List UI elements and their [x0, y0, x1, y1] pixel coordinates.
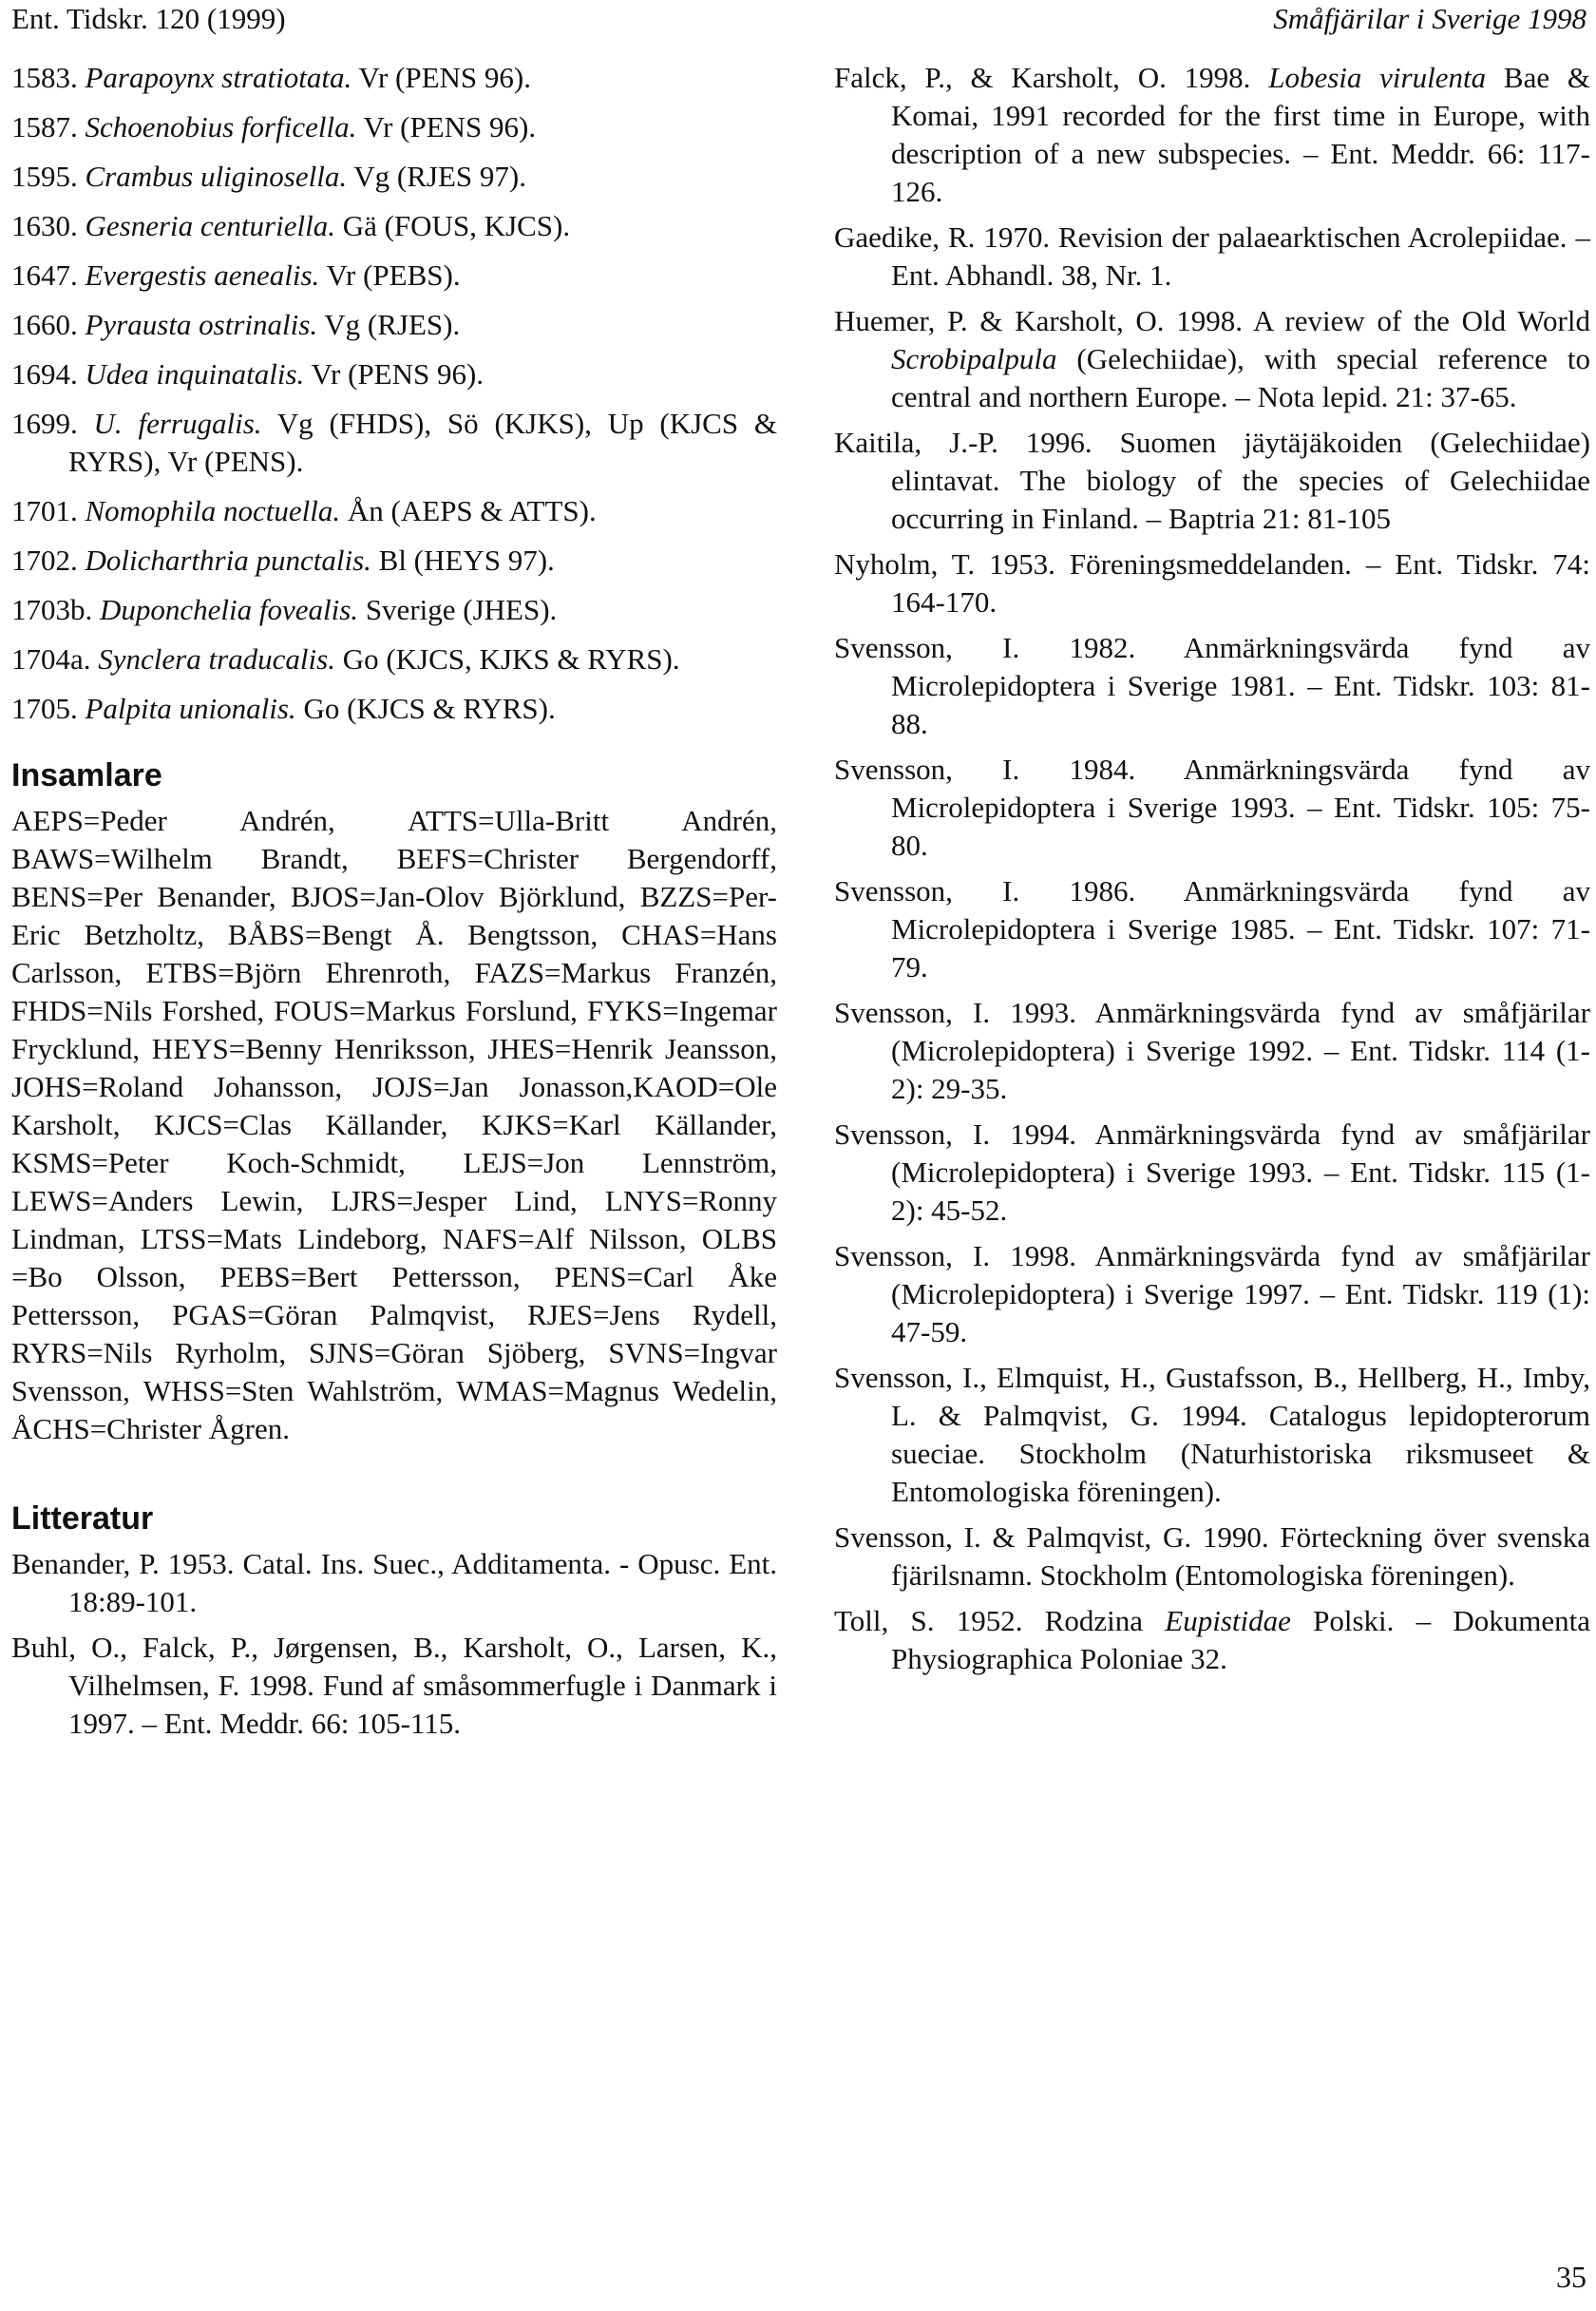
species-entry: 1704a. Synclera traducalis. Go (KJCS, KJKS & RYRS).	[11, 642, 680, 676]
left-column	[11, 59, 777, 1750]
reference-entry: Svensson, I. 1986. Anmärkningsvärda fynd av Microlepidoptera i Sverige 1985. – Ent. Tidskr. 107: 71-79.	[834, 874, 1590, 984]
reference-entry: Svensson, I. 1984. Anmärkningsvärda fynd av Microlepidoptera i Sverige 1993. – Ent. Tidskr. 105: 75-80.	[834, 753, 1590, 862]
species-entry: 1660. Pyrausta ostrinalis. Vg (RJES).	[11, 308, 461, 341]
reference-entry: Nyholm, T. 1953. Föreningsmeddelanden. – Ent. Tidskr. 74: 164-170.	[834, 547, 1590, 619]
reference-entry: Gaedike, R. 1970. Revision der palaearktischen Acrolepiidae. – Ent. Abhandl. 38, Nr. 1.	[834, 220, 1590, 292]
species-entry: 1595. Crambus uliginosella. Vg (RJES 97).	[11, 160, 526, 193]
right-column	[834, 59, 1590, 1686]
species-entry: 1630. Gesneria centuriella. Gä (FOUS, KJCS).	[11, 209, 571, 242]
reference-entry: Huemer, P. & Karsholt, O. 1998. A review of the Old World Scrobipalpula (Gelechiidae), with special reference to central and northern Europe. – Nota lepid. 21: 37-65.	[834, 304, 1590, 413]
collectors-heading: Insamlare	[11, 757, 162, 793]
reference-entry: Svensson, I. 1994. Anmärkningsvärda fynd av småfjärilar (Microlepidoptera) i Sverige 1993. – Ent. Tidskr. 115 (1-2): 45-52.	[834, 1117, 1590, 1227]
reference-entry: Buhl, O., Falck, P., Jørgensen, B., Karsholt, O., Larsen, K., Vilhelmsen, F. 1998. Fund af småsommerfugle i Danmark i 1997. – Ent. Meddr. 66: 105-115.	[11, 1631, 777, 1740]
reference-entry: Svensson, I. 1993. Anmärkningsvärda fynd av småfjärilar (Microlepidoptera) i Sverige 1992. – Ent. Tidskr. 114 (1-2): 29-35.	[834, 996, 1590, 1105]
reference-entry: Kaitila, J.-P. 1996. Suomen jäytäjäkoiden (Gelechiidae) elintavat. The biology of the species of Gelechiidae occurring in Finland. – Baptria 21: 81-105	[834, 426, 1590, 535]
page-number: 35	[1556, 2260, 1586, 2294]
species-entry: 1587. Schoenobius forficella. Vr (PENS 96).	[11, 110, 537, 143]
species-entry: 1703b. Duponchelia fovealis. Sverige (JHES).	[11, 593, 558, 626]
reference-entry: Svensson, I., Elmquist, H., Gustafsson, B., Hellberg, H., Imby, L. & Palmqvist, G. 1994. Catalogus lepidopterorum sueciae. Stockholm (Naturhistoriska riksmuseet & Entomologiska föreningen).	[834, 1361, 1590, 1508]
reference-entry: Toll, S. 1952. Rodzina Eupistidae Polski. – Dokumenta Physiographica Poloniae 32.	[834, 1604, 1591, 1675]
species-entry: 1702. Dolicharthria punctalis. Bl (HEYS 97).	[11, 544, 555, 577]
running-head-journal: Ent. Tidskr. 120 (1999)	[11, 2, 286, 35]
species-entry: 1694. Udea inquinatalis. Vr (PENS 96).	[11, 357, 484, 391]
collectors-list: AEPS=Peder Andrén, ATTS=Ulla-Britt Andrén, BAWS=Wilhelm Brandt, BEFS=Christer Bergendorff, BENS=Per Benander, BJOS=Jan-Olov Björklund, BZZS=Per-Eric Betzholtz, BÅBS=Bengt Å. Bengtsson, CHAS=Hans Carlsson, ETBS=Björn Ehrenroth, FAZS=Markus Franzén, FHDS=Nils Forshed, FOUS=Markus Forslund, FYKS=Ingemar Frycklund, HEYS=Benny Henriksson, JHES=Henrik Jeansson, JOHS=Roland Johansson, JOJS=Jan Jonasson,KAOD=Ole Karsholt, KJCS=Clas Källander, KJKS=Karl Källander, KSMS=Peter Koch-Schmidt, LEJS=Jon Lennström, LEWS=Anders Lewin, LJRS=Jesper Lind, LNYS=Ronny Lindman, LTSS=Mats Lindeborg, NAFS=Alf Nilsson, OLBS =Bo Olsson, PEBS=Bert Pettersson, PENS=Carl Åke Pettersson, PGAS=Göran Palmqvist, RJES=Jens Rydell, RYRS=Nils Ryrholm, SJNS=Göran Sjöberg, SVNS=Ingvar Svensson, WHSS=Sten Wahlström, WMAS=Magnus Wedelin, ÅCHS=Christer Ågren.	[11, 804, 777, 1445]
literature-heading: Litteratur	[11, 1500, 154, 1537]
reference-entry: Benander, P. 1953. Catal. Ins. Suec., Additamenta. - Opusc. Ent. 18:89-101.	[11, 1547, 777, 1618]
species-entry: 1701. Nomophila noctuella. Ån (AEPS & ATTS).	[11, 494, 597, 527]
species-entry: 1705. Palpita unionalis. Go (KJCS & RYRS).	[11, 692, 556, 725]
running-head-title: Småfjärilar i Sverige 1998	[1273, 2, 1586, 35]
reference-entry: Svensson, I. 1998. Anmärkningsvärda fynd av småfjärilar (Microlepidoptera) i Sverige 1997. – Ent. Tidskr. 119 (1): 47-59.	[834, 1239, 1590, 1348]
species-entry: 1647. Evergestis aenealis. Vr (PEBS).	[11, 258, 461, 292]
reference-entry: Svensson, I. 1982. Anmärkningsvärda fynd av Microlepidoptera i Sverige 1981. – Ent. Tidskr. 103: 81-88.	[834, 631, 1590, 740]
species-entry: 1699. U. ferrugalis. Vg (FHDS), Sö (KJKS), Up (KJCS & RYRS), Vr (PENS).	[11, 407, 777, 478]
reference-entry: Svensson, I. & Palmqvist, G. 1990. Förteckning över svenska fjärilsnamn. Stockholm (Entomologiska föreningen).	[834, 1520, 1590, 1592]
species-entry: 1583. Parapoynx stratiotata. Vr (PENS 96).	[11, 61, 531, 94]
species-list	[11, 59, 777, 728]
reference-entry: Falck, P., & Karsholt, O. 1998. Lobesia virulenta Bae & Komai, 1991 recorded for the first time in Europe, with description of a new subspecies. – Ent. Meddr. 66: 117-126.	[834, 61, 1591, 208]
